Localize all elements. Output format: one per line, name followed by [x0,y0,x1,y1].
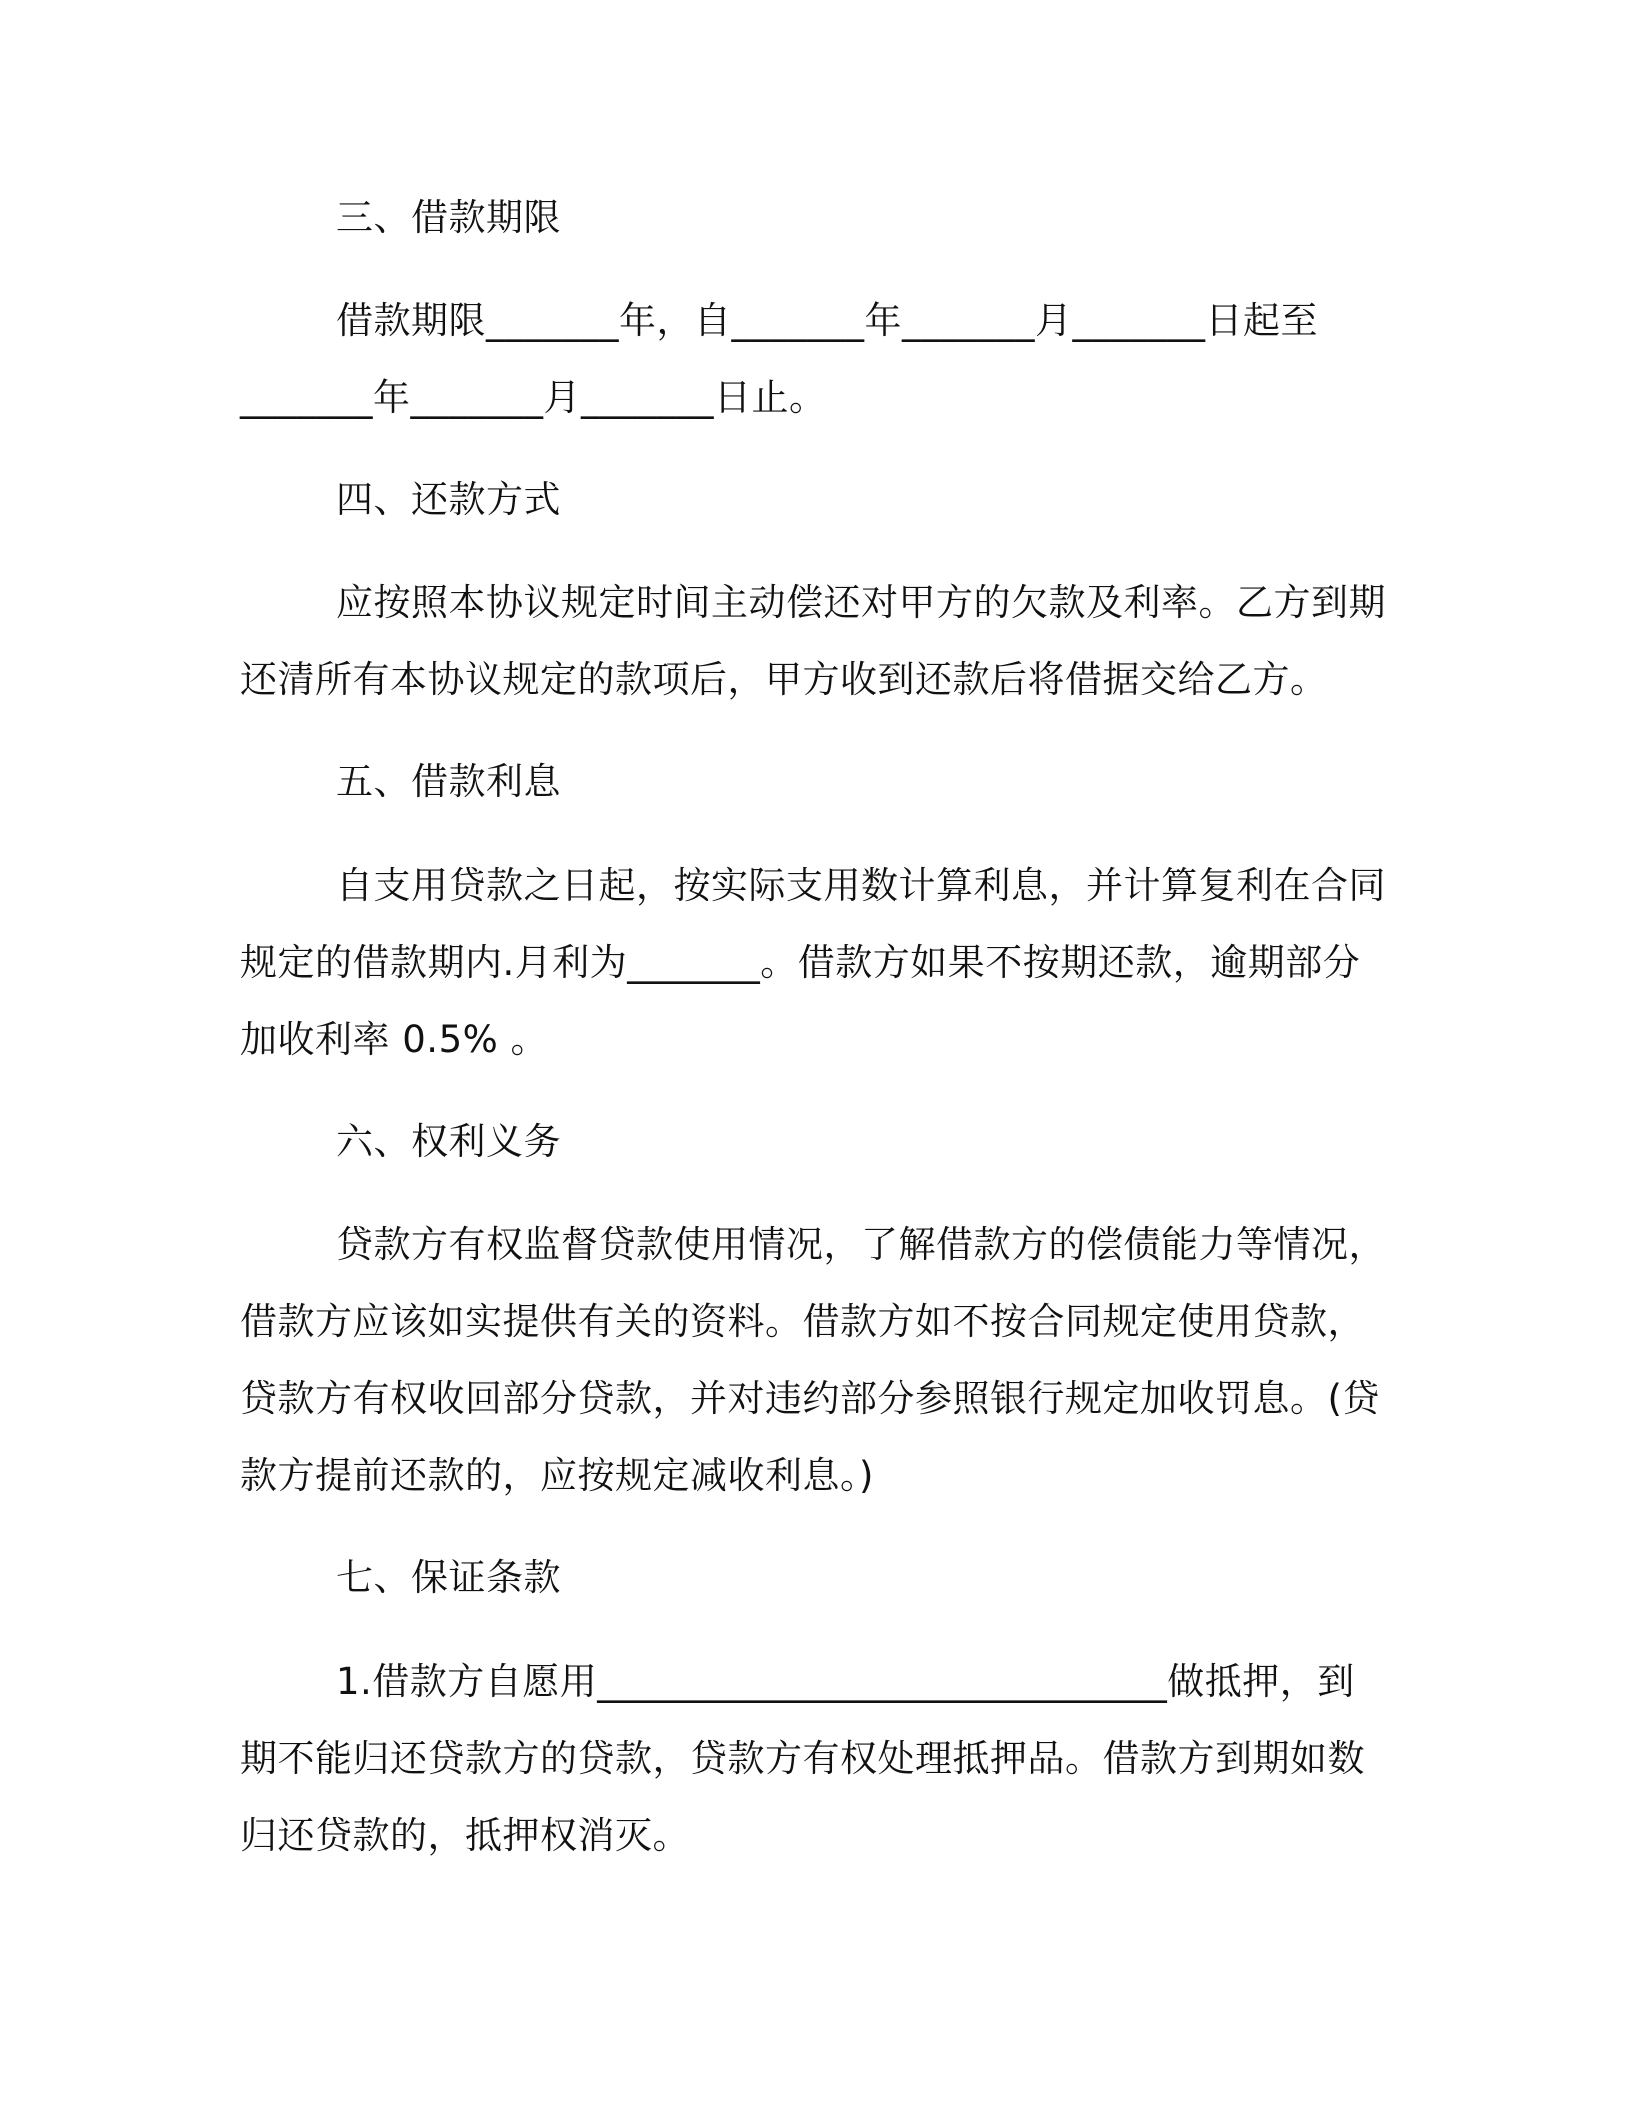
paragraph-line: 借款期限_______年，自_______年_______月_______日起至 [336,299,1318,342]
paragraph-line: 规定的借款期内.月利为_______。借款方如果不按期还款，逾期部分 [240,941,1361,984]
section-heading-interest: 五、借款利息 [336,760,561,803]
paragraph-line: _______年_______月_______日止。 [240,376,827,419]
section-heading-loan-term: 三、借款期限 [336,196,561,239]
paragraph-line: 借款方应该如实提供有关的资料。借款方如不按合同规定使用贷款， [240,1300,1365,1343]
paragraph-line: 贷款方有权监督贷款使用情况，了解借款方的偿债能力等情况， [336,1223,1386,1266]
paragraph-line: 期不能归还贷款方的贷款，贷款方有权处理抵押品。借款方到期如数 [240,1737,1365,1780]
paragraph-line: 应按照本协议规定时间主动偿还对甲方的欠款及利率。乙方到期 [336,581,1386,624]
paragraph-line: 1.借款方自愿用______________________________做抵押，到 [336,1660,1355,1703]
paragraph-line: 款方提前还款的，应按规定减收利息。) [240,1454,874,1497]
paragraph-line: 还清所有本协议规定的款项后，甲方收到还款后将借据交给乙方。 [240,658,1328,701]
section-heading-repayment: 四、还款方式 [336,478,561,521]
paragraph-line: 贷款方有权收回部分贷款，并对违约部分参照银行规定加收罚息。(贷 [240,1377,1380,1420]
paragraph-line: 自支用贷款之日起，按实际支用数计算利息，并计算复利在合同 [336,864,1386,907]
paragraph-line: 归还贷款的，抵押权消灭。 [240,1814,690,1857]
section-heading-guarantee: 七、保证条款 [336,1556,561,1599]
paragraph-line: 加收利率 0.5% 。 [240,1018,549,1061]
section-heading-rights-obligations: 六、权利义务 [336,1120,561,1163]
